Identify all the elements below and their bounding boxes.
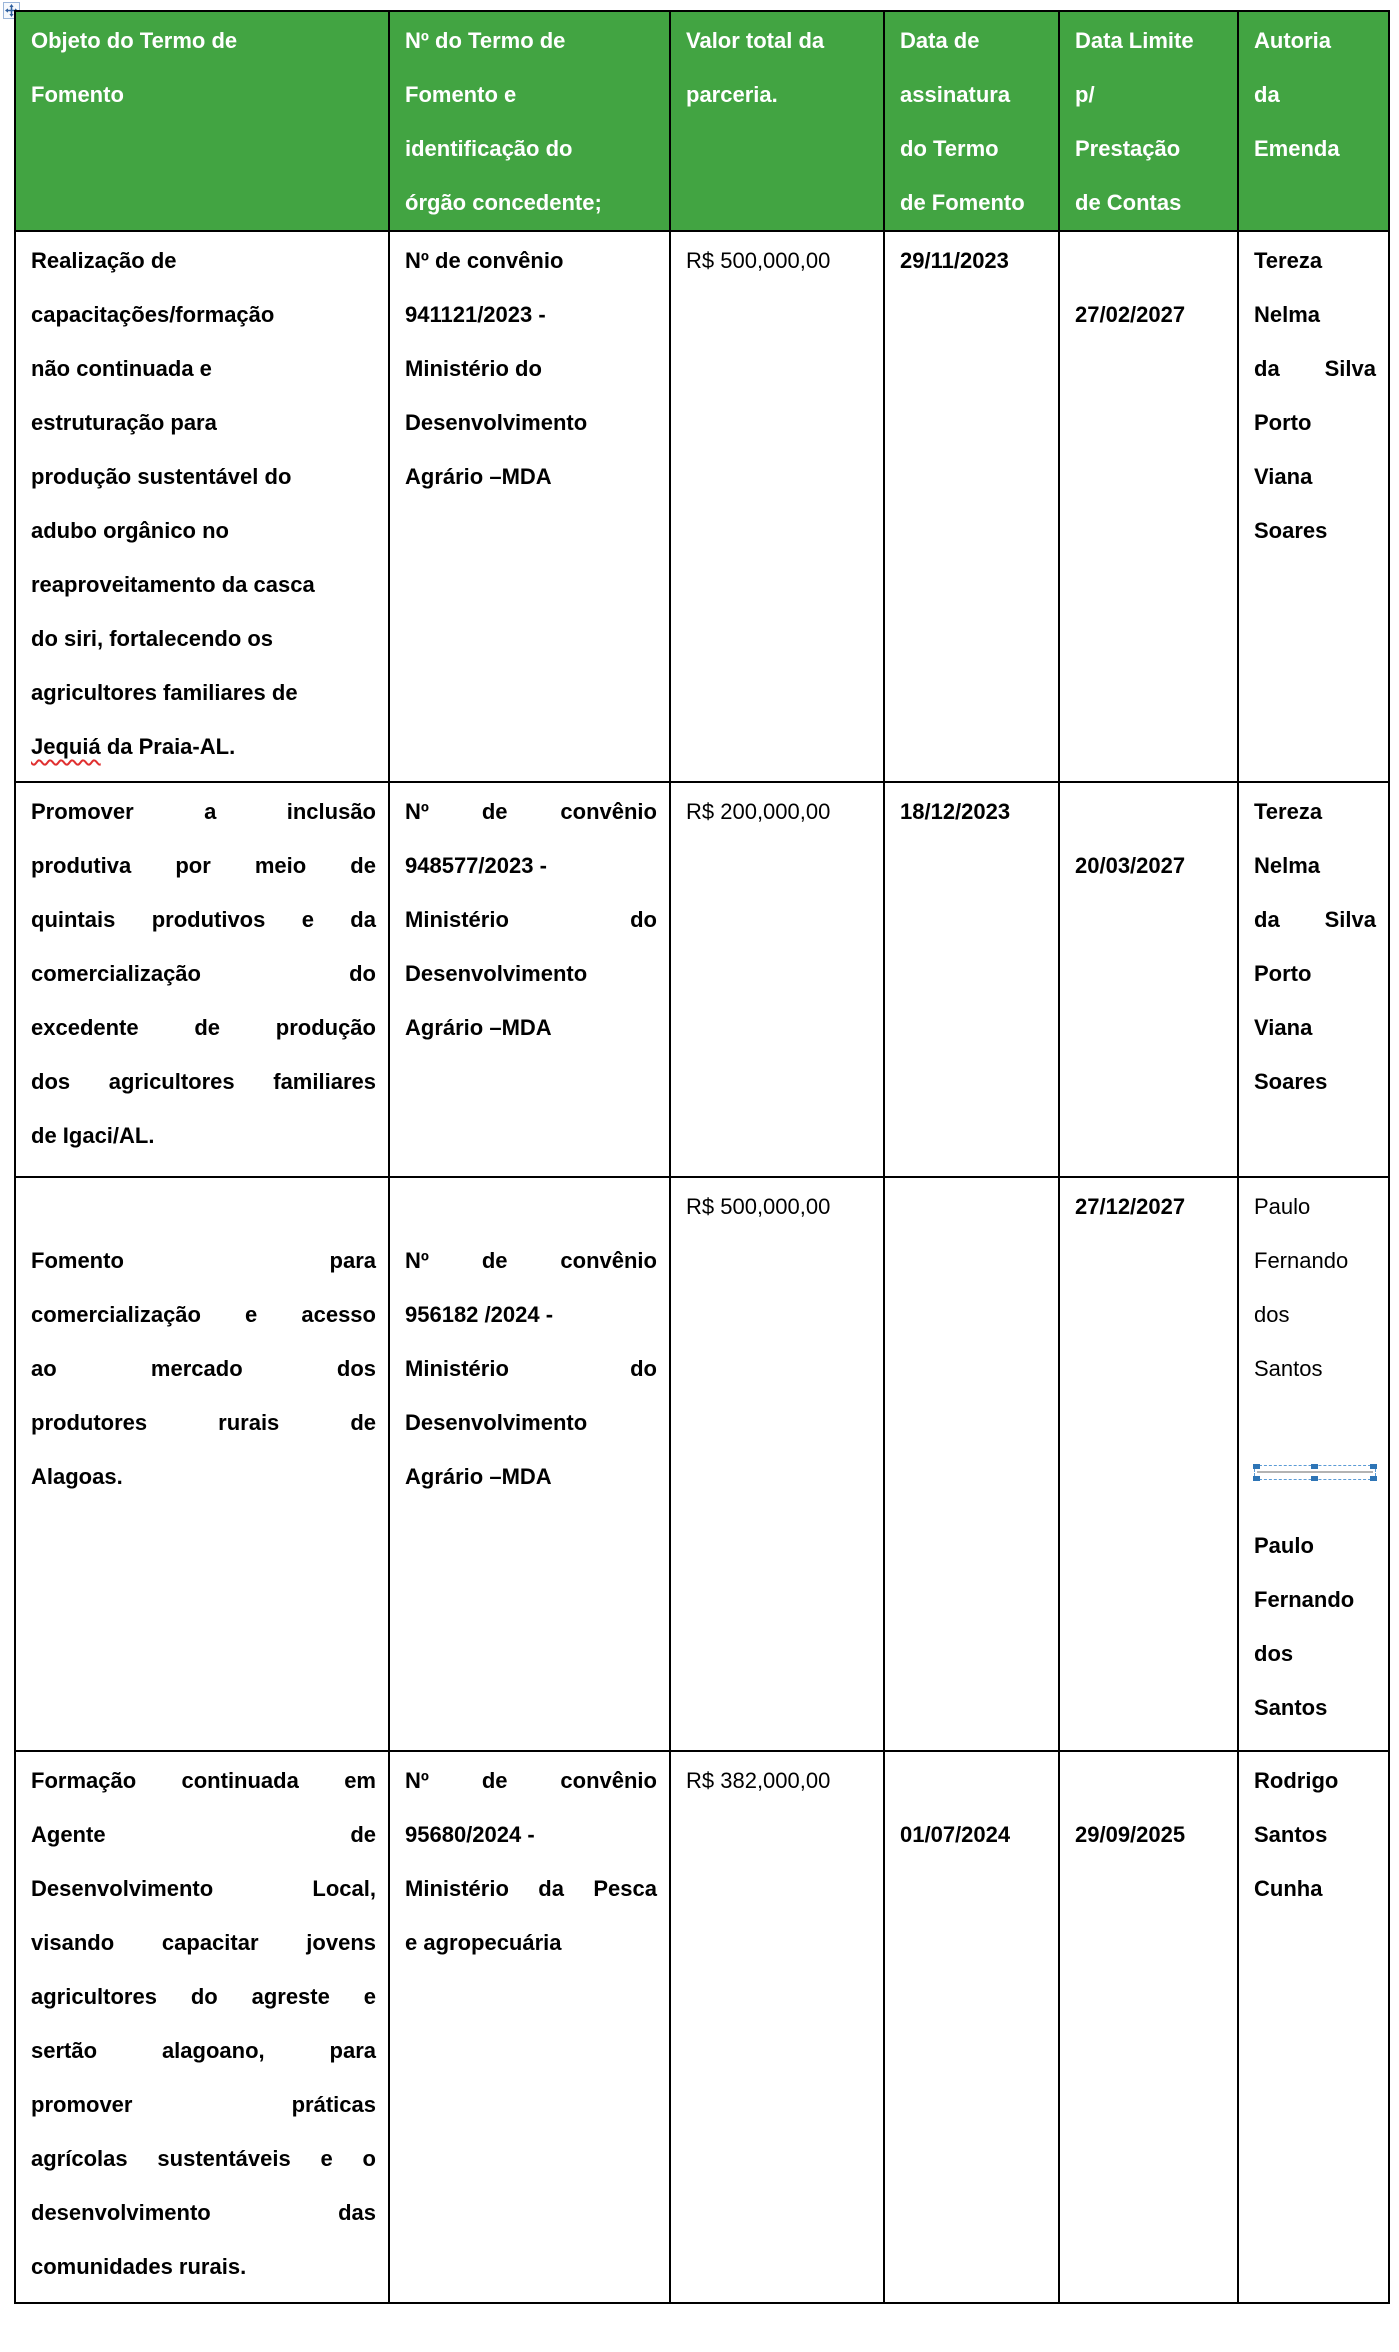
cell-line [31, 2186, 376, 2240]
word: Pesca [593, 1876, 657, 1901]
cell-line: capacitações/formação [31, 302, 275, 327]
cell-line: 27/12/2027 [1075, 1194, 1186, 1219]
cell-line: 29/11/2023 [900, 248, 1009, 273]
word: Silva [1324, 356, 1376, 381]
cell-line: Autoria [1254, 28, 1331, 53]
body-cell-r3-c3 [670, 1177, 884, 1751]
cell-line: R$ 500,000,00 [686, 1194, 831, 1219]
cell-line: Paulo [1254, 1533, 1314, 1558]
body-cell-r2-c2 [389, 782, 670, 1177]
word: Desenvolvimento [31, 1876, 214, 1901]
word: produtores [31, 1410, 148, 1435]
word: produtiva [31, 853, 132, 878]
body-cell-r4-c2 [389, 1751, 670, 2303]
word: desenvolvimento [31, 2200, 211, 2225]
word: do [630, 907, 657, 932]
word: Fomento [31, 1248, 124, 1273]
cell-line: Nelma [1254, 302, 1321, 327]
word: do [630, 1356, 657, 1381]
body-cell-r1-c2 [389, 231, 670, 782]
body-cell-r2-c1 [15, 782, 389, 1177]
word: comercialização [31, 1302, 201, 1327]
cell-line: Soares [1254, 1069, 1328, 1094]
word: Nº [405, 1248, 429, 1273]
cell-line [405, 1342, 657, 1396]
word: agrícolas [31, 2146, 128, 2171]
cell-line [31, 1396, 376, 1450]
cell-line: R$ 382,000,00 [686, 1768, 831, 1793]
word: Formação [31, 1768, 137, 1793]
cell-line: Desenvolvimento [405, 410, 588, 435]
cell-line: de Igaci/AL. [31, 1123, 155, 1148]
header-cell-data-limite [1059, 11, 1238, 231]
cell-line [31, 1970, 376, 2024]
cell-line: adubo orgânico no [31, 518, 229, 543]
word: Local, [312, 1876, 376, 1901]
body-cell-r3-c5 [1059, 1177, 1238, 1751]
body-cell-r4-c6 [1238, 1751, 1389, 2303]
word: Ministério [405, 1356, 509, 1381]
word: visando [31, 1930, 115, 1955]
cell-line: da [1254, 82, 1280, 107]
word: do [190, 1984, 218, 2009]
word: quintais [31, 907, 116, 932]
header-cell-objeto [15, 11, 389, 231]
cell-line: produção sustentável do [31, 464, 292, 489]
word: por [175, 853, 211, 878]
word: sustentáveis [157, 2146, 291, 2171]
cell-line [405, 1754, 657, 1808]
fomento-table [14, 10, 1390, 2304]
body-cell-r4-c5 [1059, 1751, 1238, 2303]
cell-line: Viana [1254, 464, 1313, 489]
word: sertão [31, 2038, 98, 2063]
cell-line: Nelma [1254, 853, 1321, 878]
cell-line: 29/09/2025 [1075, 1822, 1186, 1847]
cell-line [31, 720, 376, 774]
cell-line: Porto [1254, 961, 1312, 986]
cell-line [31, 1342, 376, 1396]
selection-handle-icon[interactable] [1311, 1464, 1318, 1469]
word: de [481, 1248, 508, 1273]
cell-line: órgão concedente; [405, 190, 602, 215]
cell-line: Valor total da [686, 28, 825, 53]
cell-line [31, 1055, 376, 1109]
cell-line: Agrário –MDA [405, 464, 552, 489]
word: meio [254, 853, 307, 878]
word: inclusão [286, 799, 376, 824]
word: mercado [150, 1356, 243, 1381]
cell-line: de Contas [1075, 190, 1182, 215]
cell-line [405, 1862, 657, 1916]
body-cell-r2-c5 [1059, 782, 1238, 1177]
word: excedente [31, 1015, 139, 1040]
word: de [350, 1822, 376, 1847]
body-cell-r1-c5 [1059, 231, 1238, 782]
cell-line: Ministério do [405, 356, 542, 381]
word: capacitar [161, 1930, 259, 1955]
cell-line [1075, 785, 1225, 839]
body-cell-r2-c3 [670, 782, 884, 1177]
body-cell-r1-c6 [1238, 231, 1389, 782]
word: a [204, 799, 217, 824]
cell-line: reaproveitamento da casca [31, 572, 315, 597]
cell-line: parceria. [686, 82, 778, 107]
table-row [15, 231, 1389, 782]
word: agreste [251, 1984, 330, 2009]
cell-line: assinatura [900, 82, 1011, 107]
cell-line: do Termo [900, 136, 999, 161]
word: continuada [181, 1768, 299, 1793]
cell-line [31, 785, 376, 839]
selected-object-line [1257, 1471, 1373, 1473]
cell-line: e agropecuária [405, 1930, 562, 1955]
cell-line: Tereza [1254, 799, 1323, 824]
cell-line [31, 1001, 376, 1055]
body-cell-r4-c1 [15, 1751, 389, 2303]
cell-line: Paulo [1254, 1194, 1311, 1219]
cell-line [31, 947, 376, 1001]
cell-line: Data de [900, 28, 980, 53]
cell-line: Emenda [1254, 136, 1340, 161]
word: de [481, 799, 508, 824]
cell-line: estruturação para [31, 410, 217, 435]
cell-line [31, 893, 376, 947]
cell-line: 18/12/2023 [900, 799, 1011, 824]
cell-line [1254, 1465, 1376, 1519]
word: agricultores [108, 1069, 235, 1094]
cell-line: Desenvolvimento [405, 961, 588, 986]
table-row [15, 1751, 1389, 2303]
selection-handle-icon[interactable] [1370, 1476, 1377, 1481]
word: Agente [31, 1822, 106, 1847]
word: Nº [405, 1768, 429, 1793]
word: ao [31, 1356, 57, 1381]
cell-line [1254, 342, 1376, 396]
word: convênio [560, 1248, 657, 1273]
word: de [481, 1768, 508, 1793]
cell-line: Rodrigo [1254, 1768, 1339, 1793]
word: dos [336, 1356, 376, 1381]
word: produção [275, 1015, 376, 1040]
cell-line [31, 2132, 376, 2186]
word: promover [31, 2092, 133, 2117]
text-fragment: da Praia-AL. [100, 734, 236, 759]
cell-line: Nº de convênio [405, 248, 564, 273]
cell-line: Viana [1254, 1015, 1313, 1040]
selection-handle-icon[interactable] [1253, 1464, 1260, 1469]
table-row [15, 782, 1389, 1177]
word: da [350, 907, 376, 932]
header-cell-valor [670, 11, 884, 231]
body-cell-r3-c2 [389, 1177, 670, 1751]
word: agricultores [31, 1984, 157, 2009]
word: da [1254, 907, 1280, 932]
word: alagoano, [161, 2038, 265, 2063]
body-cell-r1-c4 [884, 231, 1059, 782]
cell-line [31, 1862, 376, 1916]
word: práticas [291, 2092, 376, 2117]
cell-line: identificação do [405, 136, 573, 161]
body-cell-r3-c4 [884, 1177, 1059, 1751]
word: Promover [31, 799, 134, 824]
word: para [329, 2038, 376, 2063]
word: Silva [1324, 907, 1376, 932]
cell-line: p/ [1075, 82, 1095, 107]
cell-line: Porto [1254, 410, 1312, 435]
cell-line: dos [1254, 1302, 1290, 1327]
cell-line [405, 893, 657, 947]
cell-line [900, 1754, 1046, 1808]
cell-line [31, 2024, 376, 2078]
cell-line [405, 785, 657, 839]
word: dos [31, 1069, 71, 1094]
word: produtivos [151, 907, 266, 932]
cell-line [405, 1234, 657, 1288]
word: da [1254, 356, 1280, 381]
word: convênio [560, 799, 657, 824]
cell-line: 948577/2023 - [405, 853, 547, 878]
word: comercialização [31, 961, 201, 986]
word: Nº [405, 799, 429, 824]
body-cell-r1-c1 [15, 231, 389, 782]
table-row [15, 1177, 1389, 1751]
cell-line [1254, 1396, 1376, 1450]
word: e [363, 1984, 376, 2009]
word: para [329, 1248, 376, 1273]
cell-line [31, 1288, 376, 1342]
word: e [301, 907, 314, 932]
word: do [349, 961, 376, 986]
header-cell-autoria [1238, 11, 1389, 231]
body-cell-r3-c1 [15, 1177, 389, 1751]
word: Ministério [405, 907, 509, 932]
cell-line: 01/07/2024 [900, 1822, 1011, 1847]
cell-line: Agrário –MDA [405, 1015, 552, 1040]
cell-line: 941121/2023 - [405, 302, 546, 327]
misspelled-word: Jequiá [31, 734, 101, 759]
cell-line [31, 839, 376, 893]
body-cell-r4-c4 [884, 1751, 1059, 2303]
cell-line: Alagoas. [31, 1464, 123, 1489]
selection-handle-icon[interactable] [1311, 1476, 1318, 1481]
word: das [338, 2200, 376, 2225]
cell-line: Fomento [31, 82, 124, 107]
cell-line: 95680/2024 - [405, 1822, 535, 1847]
word: convênio [560, 1768, 657, 1793]
cell-line [31, 1916, 376, 1970]
cell-line [405, 1180, 657, 1234]
cell-line: Nº do Termo de [405, 28, 566, 53]
cell-line [1075, 234, 1225, 288]
cell-line: Objeto do Termo de [31, 28, 238, 53]
body-cell-r2-c6 [1238, 782, 1389, 1177]
cell-line: dos [1254, 1641, 1294, 1666]
cell-line: Soares [1254, 518, 1328, 543]
cell-line: Fomento e [405, 82, 517, 107]
cell-line: 956182 /2024 - [405, 1302, 554, 1327]
body-cell-r2-c4 [884, 782, 1059, 1177]
word: familiares [273, 1069, 376, 1094]
word: em [344, 1768, 376, 1793]
body-cell-r3-c6 [1238, 1177, 1389, 1751]
word: jovens [306, 1930, 376, 1955]
cell-line [31, 2078, 376, 2132]
cell-line: de Fomento [900, 190, 1025, 215]
cell-line [31, 1180, 376, 1234]
cell-line: 20/03/2027 [1075, 853, 1186, 878]
word: rurais [218, 1410, 280, 1435]
word: de [350, 1410, 376, 1435]
word: e [320, 2146, 333, 2171]
cell-line: Santos [1254, 1695, 1328, 1720]
cell-line [1075, 1754, 1225, 1808]
cell-line: R$ 200,000,00 [686, 799, 831, 824]
body-cell-r4-c3 [670, 1751, 884, 2303]
cell-line: Fernando [1254, 1587, 1355, 1612]
body-cell-r1-c3 [670, 231, 884, 782]
cell-line: do siri, fortalecendo os [31, 626, 274, 651]
header-cell-data-assinatura [884, 11, 1059, 231]
cell-line: Tereza [1254, 248, 1323, 273]
cell-line [31, 1234, 376, 1288]
word: e [245, 1302, 258, 1327]
word: acesso [301, 1302, 376, 1327]
selected-object-icon[interactable] [1254, 1465, 1376, 1480]
cell-line: Fernando [1254, 1248, 1349, 1273]
cell-line: Agrário –MDA [405, 1464, 552, 1489]
cell-line: não continuada e [31, 356, 212, 381]
cell-line: Cunha [1254, 1876, 1323, 1901]
cell-line: Santos [1254, 1822, 1328, 1847]
cell-line: Desenvolvimento [405, 1410, 588, 1435]
cell-line: 27/02/2027 [1075, 302, 1186, 327]
cell-line: Prestação [1075, 136, 1181, 161]
cell-line: Realização de [31, 248, 177, 273]
word: de [194, 1015, 221, 1040]
cell-line [1254, 893, 1376, 947]
selection-handle-icon[interactable] [1253, 1476, 1260, 1481]
cell-line: Data Limite [1075, 28, 1194, 53]
word: Ministério [405, 1876, 509, 1901]
selection-handle-icon[interactable] [1370, 1464, 1377, 1469]
cell-line: agricultores familiares de [31, 680, 298, 705]
cell-line: comunidades rurais. [31, 2254, 247, 2279]
cell-line [31, 1808, 376, 1862]
cell-line [31, 1754, 376, 1808]
word: de [350, 853, 376, 878]
word: o [362, 2146, 376, 2171]
cell-line: R$ 500,000,00 [686, 248, 831, 273]
cell-line: Santos [1254, 1356, 1323, 1381]
word: da [538, 1876, 564, 1901]
header-cell-numero-termo [389, 11, 670, 231]
